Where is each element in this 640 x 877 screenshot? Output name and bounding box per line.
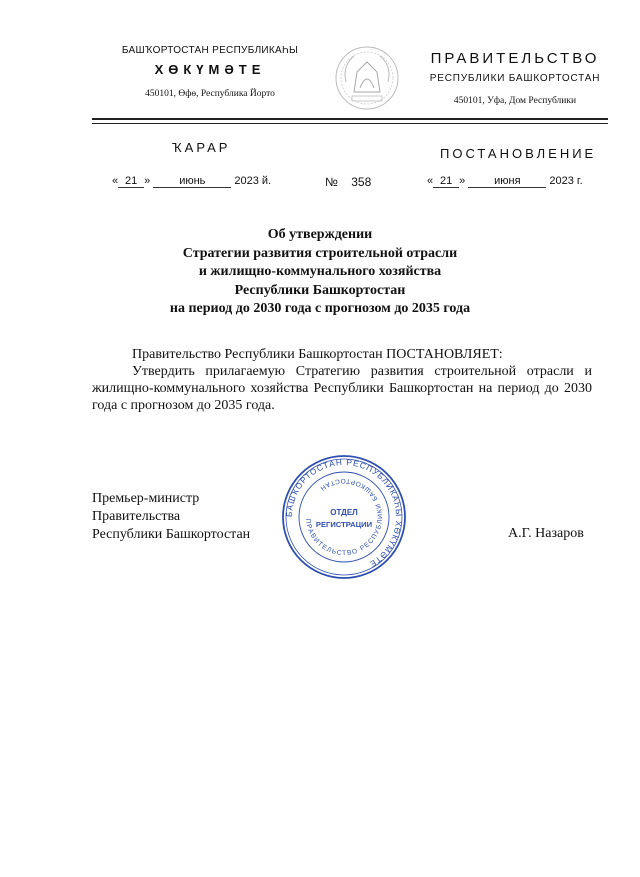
date-right-open-quote: « [427,175,434,187]
date-right-month: июня [468,175,546,188]
document-body [92,346,592,414]
number-value: 358 [351,175,372,189]
document-title [100,226,540,319]
date-left-open-quote: « [112,175,119,187]
title-line: Республики Башкортостан [234,282,406,298]
header-right-line1: ПРАВИТЕЛЬСТВО [430,50,600,67]
title-line: на период до 2030 года с прогнозом до 2035 года [169,301,471,316]
header-right-address: 450101, Уфа, Дом Республики [453,96,577,106]
doc-type-bashkir: ҠАРАР [172,140,231,155]
header-left-line1: БАШҠОРТОСТАН РЕСПУБЛИКАҺЫ [121,45,299,56]
number-sign: № [325,175,338,189]
position-line: Премьер-министр [92,491,200,506]
header-left-line2: ХӨКҮМӘТЕ [154,62,266,77]
date-left-day: 21 [118,175,144,188]
stamp-center-line2: РЕГИСТРАЦИИ [315,520,373,529]
date-right-day: 21 [433,175,459,188]
date-right-year: 2023 г. [549,175,583,187]
document-number [325,175,371,189]
title-line: и жилищно-коммунального хозяйства [198,264,442,279]
position-line: Правительства [92,509,181,524]
body-paragraph-2: Утвердить прилагаемую Стратегию развития строительной отрасли и жилищно-коммунального хозяйства Республики Башкортостан на период до 2030 года с прогнозом до 2035 года. [92,364,592,413]
header-divider-thick [92,118,608,120]
title-line: Стратегии развития строительной отрасли [182,245,458,261]
header-left-address: 450101, Өфө, Республика Йорто [145,89,275,99]
date-right [427,175,583,188]
position-line: Республики Башкортостан [92,527,251,542]
header-right [415,50,615,106]
stamp-center-line1: ОТДЕЛ [330,508,358,517]
header-left [95,45,325,99]
signatory-name: А.Г. Назаров [508,526,584,541]
date-left [112,175,271,188]
date-left-close-quote: » [144,175,151,187]
stamp-inner-text: ПРАВИТЕЛЬСТВО РЕСПУБЛИКИ БАШКОРТОСТАН [303,476,385,558]
body-paragraph-1: Правительство Республики Башкортостан ПОСТАНОВЛЯЕТ: [132,347,503,362]
doc-type-russian: ПОСТАНОВЛЕНИЕ [440,146,597,161]
date-right-close-quote: » [459,175,466,187]
header-right-line2: РЕСПУБЛИКИ БАШКОРТОСТАН [429,73,601,84]
date-left-year: 2023 й. [234,175,272,187]
coat-of-arms-emblem [332,42,402,114]
date-left-month: июнь [153,175,231,188]
registration-stamp [280,453,408,581]
header-divider-thin [92,123,608,124]
signatory-position [92,490,250,544]
title-line: Об утверждении [267,227,373,242]
stamp-outer-text: БАШҠОРТОСТАН РЕСПУБЛИКАҺЫ ХӨКҮМӘТЕ [284,457,404,569]
